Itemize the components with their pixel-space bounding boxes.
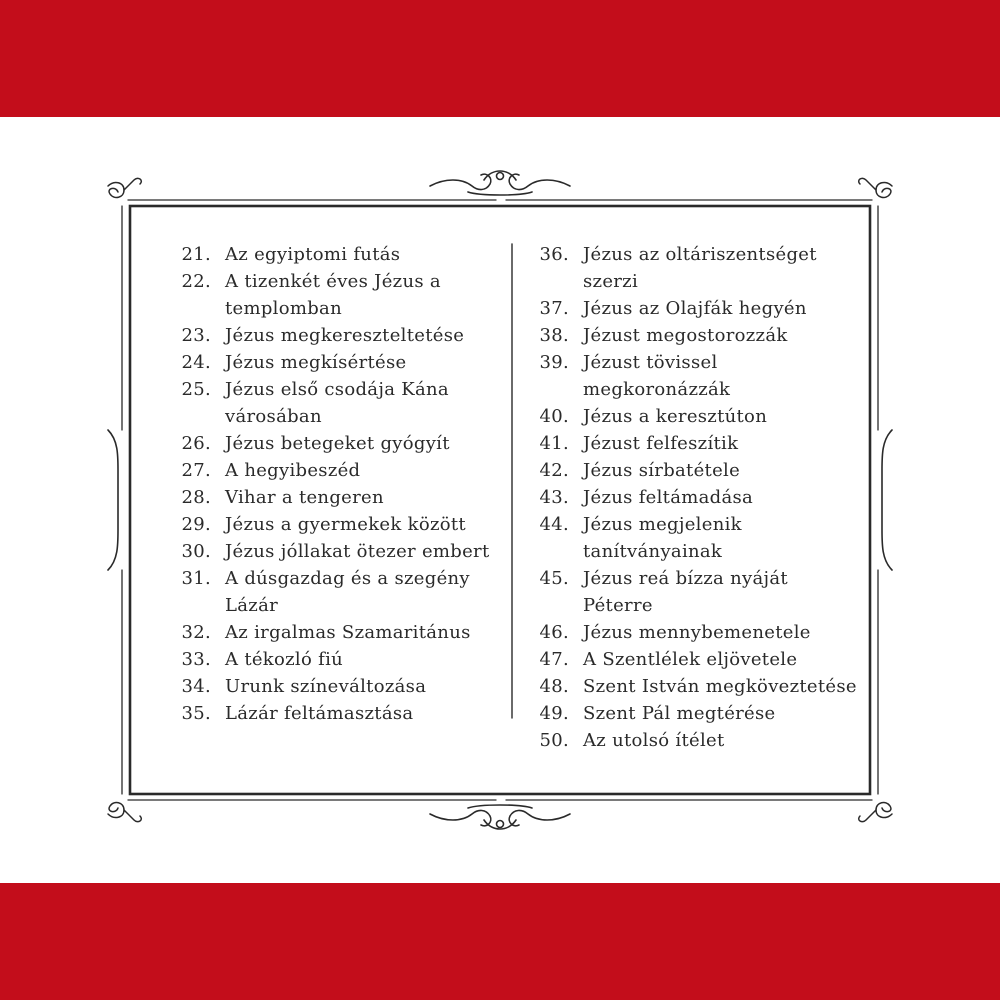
toc-entry <box>170 376 500 430</box>
toc-entry <box>170 349 500 376</box>
entry-title: Jézus mennybemenetele <box>583 622 811 643</box>
toc-entry <box>170 268 500 322</box>
toc-entry <box>528 241 858 295</box>
entry-title: Jézus betegeket gyógyít <box>225 433 450 454</box>
entry-number: 38. <box>539 325 569 346</box>
entry-title: Jézus megkísértése <box>225 352 407 373</box>
right-bracket-ornament <box>882 430 892 570</box>
top-scroll-ornament <box>430 171 570 195</box>
toc-entry <box>170 457 500 484</box>
entry-title: A hegyibeszéd <box>225 460 361 481</box>
entry-number: 36. <box>539 244 569 265</box>
entry-title: Az utolsó ítélet <box>583 730 725 751</box>
toc-entry <box>528 727 858 754</box>
entry-title: Jézust megostorozzák <box>583 325 788 346</box>
entry-number: 29. <box>181 514 211 535</box>
toc-entry <box>170 511 500 538</box>
entry-number: 41. <box>539 433 569 454</box>
entry-title: A Szentlélek eljövetele <box>583 649 798 670</box>
entry-number: 28. <box>181 487 211 508</box>
entry-number: 45. <box>539 568 569 589</box>
corner-flourish-bottom-right <box>859 803 892 822</box>
entry-number: 21. <box>181 244 211 265</box>
entry-number: 27. <box>181 460 211 481</box>
entry-title: Jézust felfeszítik <box>583 433 739 454</box>
entry-title: Jézus jóllakat ötezer embert <box>225 541 490 562</box>
entry-title: Urunk színeváltozása <box>225 676 427 697</box>
entry-number: 37. <box>539 298 569 319</box>
toc-entry <box>528 484 858 511</box>
corner-flourish-top-left <box>108 178 141 197</box>
entry-title: Az irgalmas Szamaritánus <box>225 622 471 643</box>
entry-number: 43. <box>539 487 569 508</box>
toc-entry <box>170 619 500 646</box>
toc-entry <box>528 565 858 619</box>
entry-title: Lázár feltámasztása <box>225 703 414 724</box>
toc-entry <box>528 430 858 457</box>
entry-number: 23. <box>181 325 211 346</box>
entry-number: 44. <box>539 514 569 535</box>
toc-entry <box>170 430 500 457</box>
entry-number: 46. <box>539 622 569 643</box>
entry-title: Szent István megköveztetése <box>583 676 857 697</box>
entry-number: 48. <box>539 676 569 697</box>
toc-entry <box>170 673 500 700</box>
toc-entry <box>528 457 858 484</box>
toc-entry <box>170 565 500 619</box>
toc-entry <box>170 241 500 268</box>
corner-flourish-bottom-left <box>108 803 141 822</box>
entry-title: Jézus az Olajfák hegyén <box>583 298 807 319</box>
contents-column-left <box>170 241 500 727</box>
entry-title: Szent Pál megtérése <box>583 703 776 724</box>
toc-entry <box>528 646 858 673</box>
entry-number: 50. <box>539 730 569 751</box>
toc-entry <box>170 484 500 511</box>
toc-entry <box>528 349 858 403</box>
entry-title: Jézus megjelenik tanítványainak <box>583 514 742 562</box>
toc-entry <box>170 700 500 727</box>
entry-title: Jézus a keresztúton <box>583 406 768 427</box>
entry-number: 22. <box>181 271 211 292</box>
entry-title: Az egyiptomi futás <box>225 244 401 265</box>
entry-number: 34. <box>181 676 211 697</box>
entry-number: 42. <box>539 460 569 481</box>
toc-entry <box>528 295 858 322</box>
entry-number: 32. <box>181 622 211 643</box>
toc-entry <box>528 403 858 430</box>
entry-number: 26. <box>181 433 211 454</box>
entry-title: A tékozló fiú <box>225 649 344 670</box>
toc-entry <box>528 511 858 565</box>
entry-number: 39. <box>539 352 569 373</box>
entry-title: A tizenkét éves Jézus a templomban <box>225 271 441 319</box>
toc-entry <box>528 619 858 646</box>
left-bracket-ornament <box>108 430 118 570</box>
contents-column-right <box>528 241 858 754</box>
bottom-scroll-ornament <box>430 805 570 829</box>
entry-number: 33. <box>181 649 211 670</box>
entry-title: Jézus az oltáriszentséget szerzi <box>583 244 817 292</box>
entry-title: Jézus megkereszteltetése <box>225 325 465 346</box>
toc-entry <box>528 700 858 727</box>
toc-entry <box>528 322 858 349</box>
corner-flourish-top-right <box>859 178 892 197</box>
entry-number: 31. <box>181 568 211 589</box>
entry-number: 24. <box>181 352 211 373</box>
entry-title: Jézus feltámadása <box>583 487 754 508</box>
entry-title: Jézus a gyermekek között <box>225 514 466 535</box>
toc-entry <box>528 673 858 700</box>
toc-entry <box>170 538 500 565</box>
entry-number: 30. <box>181 541 211 562</box>
entry-number: 40. <box>539 406 569 427</box>
entry-title: Jézus reá bízza nyáját Péterre <box>583 568 788 616</box>
entry-number: 35. <box>181 703 211 724</box>
toc-entry <box>170 322 500 349</box>
entry-title: Jézust tövissel megkoronázzák <box>583 352 731 400</box>
entry-number: 47. <box>539 649 569 670</box>
entry-number: 49. <box>539 703 569 724</box>
entry-title: Jézus sírbatétele <box>583 460 741 481</box>
entry-title: A dúsgazdag és a szegény Lázár <box>225 568 470 616</box>
entry-number: 25. <box>181 379 211 400</box>
toc-entry <box>170 646 500 673</box>
entry-title: Vihar a tengeren <box>225 487 384 508</box>
entry-title: Jézus első csodája Kána városában <box>225 379 449 427</box>
